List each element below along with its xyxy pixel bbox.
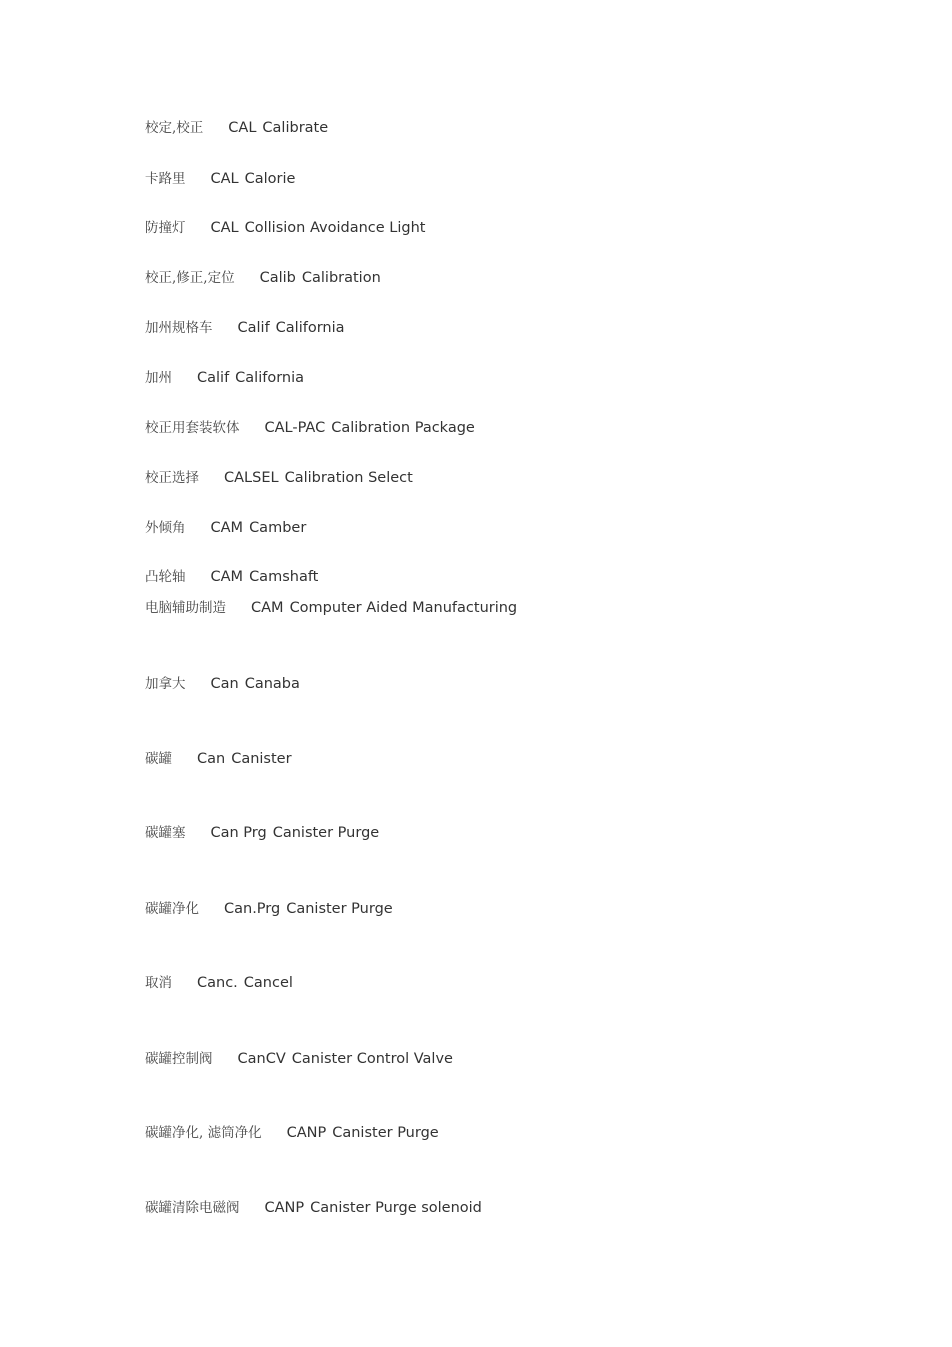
full-term: Cancel xyxy=(243,975,293,991)
abbreviation: Calif xyxy=(237,320,270,336)
glossary-entry xyxy=(145,518,306,538)
glossary-entry xyxy=(145,973,293,993)
abbreviation: Calib xyxy=(259,270,296,286)
glossary-entry xyxy=(145,749,292,769)
glossary-entry xyxy=(145,567,318,587)
glossary-entry xyxy=(145,368,304,388)
full-term: Canister Purge solenoid xyxy=(310,1200,482,1216)
glossary-entry xyxy=(145,468,413,488)
chinese-term: 校正,修正,定位 xyxy=(145,270,235,286)
full-term: Canaba xyxy=(244,676,300,692)
full-term: Calibrate xyxy=(262,120,329,136)
abbreviation: CAL xyxy=(228,120,257,136)
full-term: Canister Purge xyxy=(332,1125,439,1141)
glossary-entry xyxy=(145,118,328,138)
chinese-term: 碳罐净化, 滤筒净化 xyxy=(145,1125,262,1141)
glossary-entry xyxy=(145,169,295,189)
chinese-term: 校定,校正 xyxy=(145,120,204,136)
chinese-term: 取消 xyxy=(145,975,172,991)
abbreviation: CANP xyxy=(264,1200,305,1216)
abbreviation: Calif xyxy=(197,370,230,386)
glossary-entry xyxy=(145,218,425,238)
chinese-term: 凸轮轴 xyxy=(145,569,186,585)
chinese-term: 校正选择 xyxy=(145,470,199,486)
chinese-term: 卡路里 xyxy=(145,171,186,187)
full-term: California xyxy=(275,320,345,336)
full-term: Canister Purge xyxy=(286,901,393,917)
full-term: Computer Aided Manufacturing xyxy=(289,600,518,616)
chinese-term: 加州 xyxy=(145,370,172,386)
abbreviation: Can xyxy=(210,676,239,692)
abbreviation: CanCV xyxy=(237,1051,286,1067)
glossary-entry xyxy=(145,1123,439,1143)
full-term: California xyxy=(235,370,305,386)
glossary-entry xyxy=(145,823,379,843)
full-term: Calibration Select xyxy=(284,470,413,486)
chinese-term: 加州规格车 xyxy=(145,320,213,336)
full-term: Camshaft xyxy=(249,569,319,585)
abbreviation: Can.Prg xyxy=(224,901,281,917)
chinese-term: 碳罐净化 xyxy=(145,901,199,917)
abbreviation: CANP xyxy=(286,1125,327,1141)
abbreviation: Canc. xyxy=(197,975,238,991)
full-term: Calibration xyxy=(301,270,381,286)
glossary-entry xyxy=(145,899,393,919)
abbreviation: Can Prg xyxy=(210,825,267,841)
abbreviation: CAL-PAC xyxy=(264,420,326,436)
glossary-entry xyxy=(145,418,475,438)
abbreviation: CAM xyxy=(210,569,244,585)
glossary-entry xyxy=(145,1198,482,1218)
full-term: Collision Avoidance Light xyxy=(244,220,426,236)
full-term: Canister Control Valve xyxy=(291,1051,453,1067)
chinese-term: 碳罐控制阀 xyxy=(145,1051,213,1067)
chinese-term: 碳罐清除电磁阀 xyxy=(145,1200,240,1216)
chinese-term: 校正用套装软体 xyxy=(145,420,240,436)
abbreviation: CAM xyxy=(251,600,284,616)
abbreviation: Can xyxy=(197,751,226,767)
glossary-entry xyxy=(145,268,381,288)
abbreviation: CAL xyxy=(210,171,239,187)
chinese-term: 外倾角 xyxy=(145,520,186,536)
chinese-term: 碳罐塞 xyxy=(145,825,186,841)
full-term: Canister Purge xyxy=(272,825,380,841)
abbreviation: CAM xyxy=(210,520,244,536)
full-term: Calibration Package xyxy=(331,420,475,436)
glossary-entry xyxy=(145,674,300,694)
chinese-term: 防撞灯 xyxy=(145,220,186,236)
chinese-term: 碳罐 xyxy=(145,751,172,767)
full-term: Calorie xyxy=(244,171,296,187)
full-term: Camber xyxy=(249,520,307,536)
glossary-entry xyxy=(145,1049,453,1069)
abbreviation: CAL xyxy=(210,220,239,236)
glossary-entry xyxy=(145,598,517,618)
abbreviation: CALSEL xyxy=(224,470,279,486)
full-term: Canister xyxy=(231,751,292,767)
chinese-term: 加拿大 xyxy=(145,676,186,692)
chinese-term: 电脑辅助制造 xyxy=(145,600,226,616)
glossary-entry xyxy=(145,318,345,338)
